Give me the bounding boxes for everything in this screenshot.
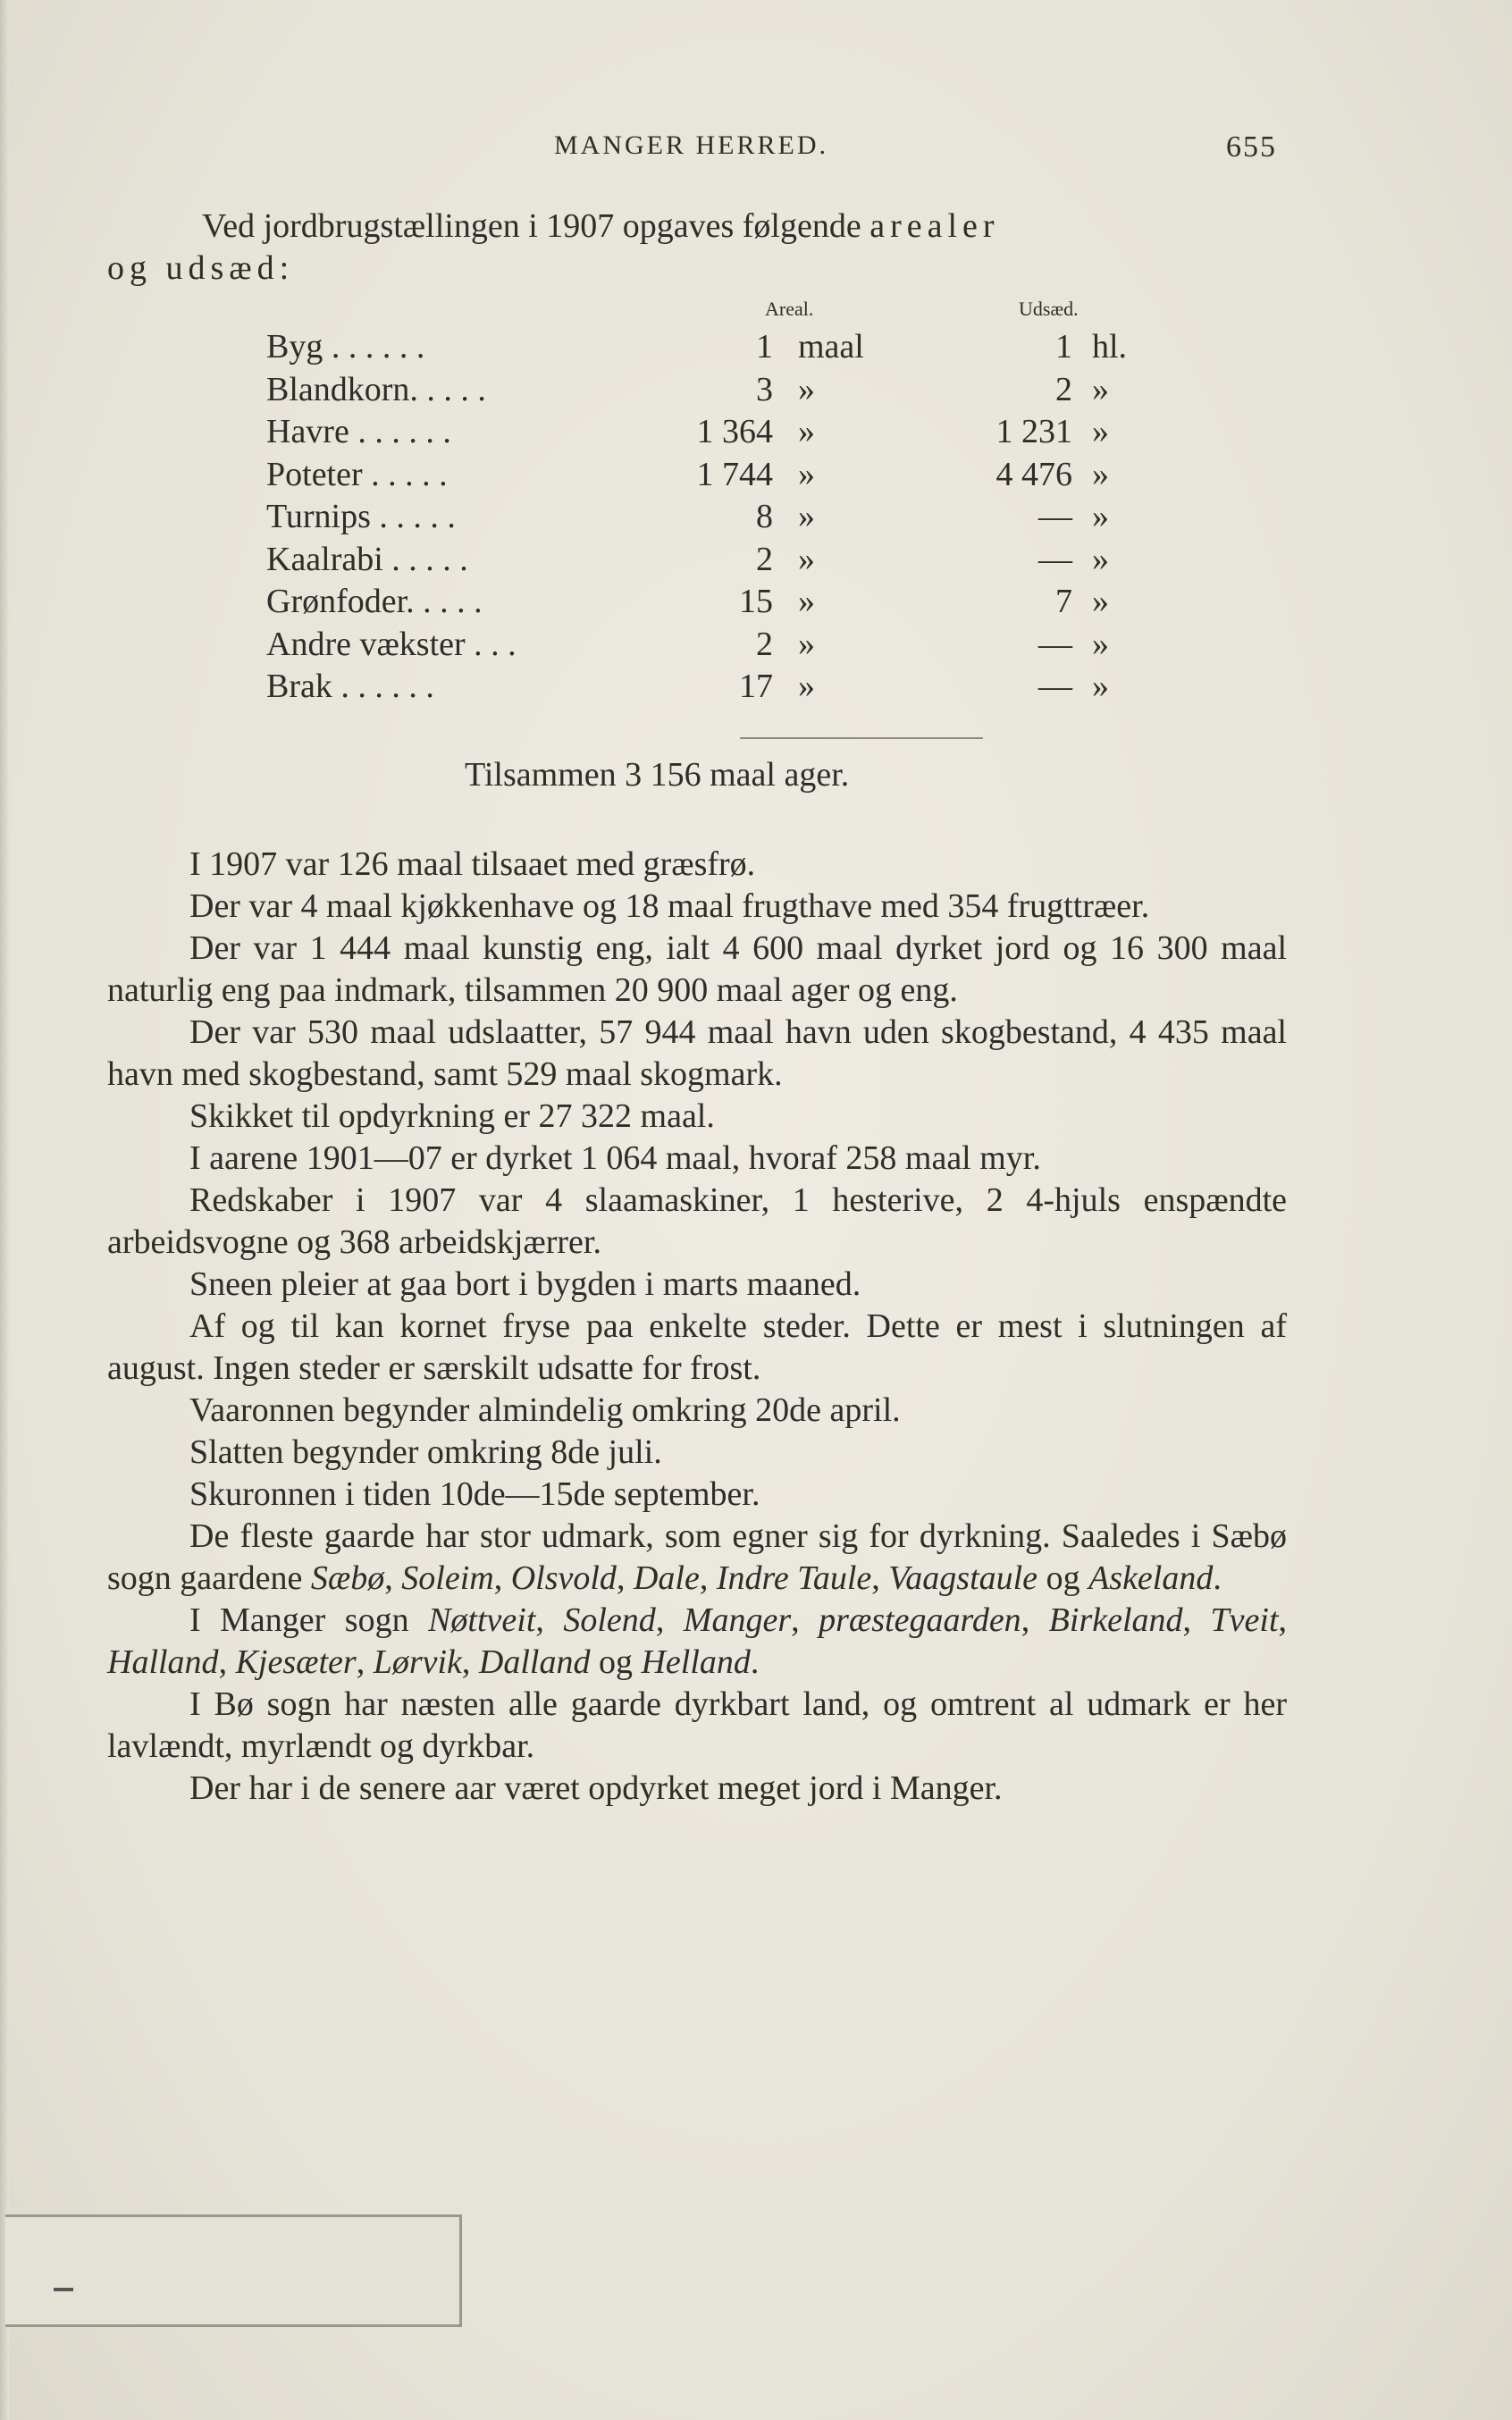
seed-value: 2 — [1055, 370, 1072, 408]
crop-name: Grønfoder. . . . . — [266, 583, 483, 620]
paragraph: Der var 530 maal udslaatter, 57 944 maal havn uden skogbestand, 4 435 maal havn med skogbestand, samt 529 maal skogmark. — [107, 1013, 1287, 1093]
area-unit: » — [798, 540, 815, 578]
area-unit: » — [798, 455, 815, 493]
farm-name: præstegaarden — [819, 1601, 1021, 1639]
page-number: 655 — [1226, 130, 1277, 164]
farm-name: Dale — [633, 1559, 700, 1597]
bookmark-tab — [5, 2214, 462, 2327]
table-row — [0, 667, 1512, 708]
area-value: 1 — [756, 328, 773, 366]
paragraph-list — [107, 844, 1287, 1516]
farm-name: Birkeland — [1048, 1601, 1183, 1639]
table-row — [0, 370, 1512, 411]
col-area-header: Areal. — [765, 298, 814, 320]
area-unit: » — [798, 498, 815, 535]
crop-name: Byg . . . . . . — [266, 328, 425, 366]
crop-name: Turnips . . . . . — [266, 498, 456, 535]
intro-line-2: og udsæd: — [107, 249, 290, 287]
seed-value: — — [1038, 540, 1072, 578]
paragraph: Der var 1 444 maal kunstig eng, ialt 4 600 maal dyrket jord og 16 300 maal naturlig eng paa indmark, tilsammen 20 900 maal ager og eng. — [107, 929, 1287, 1009]
seed-value: — — [1038, 498, 1072, 535]
area-value: 1 364 — [696, 413, 773, 450]
col-seed-header: Udsæd. — [1019, 298, 1079, 320]
body-text — [107, 844, 1287, 1810]
paragraph: Slatten begynder omkring 8de juli. — [189, 1433, 662, 1471]
intro-paragraph — [107, 206, 1287, 290]
area-unit: » — [798, 668, 815, 705]
area-unit: » — [798, 625, 815, 663]
header-title: MANGER HERRED. — [554, 130, 829, 160]
farm-name: Manger — [683, 1601, 792, 1639]
farm-name: Solend — [563, 1601, 656, 1639]
table-row — [0, 497, 1512, 538]
seed-unit: » — [1092, 668, 1109, 705]
farm-name: Tveit — [1210, 1601, 1279, 1639]
farm-name: Kjesæter — [235, 1643, 357, 1681]
intro-line-1: Ved jordbrugstællingen i 1907 opgaves følgende arealer — [202, 207, 1000, 245]
paragraph: Skuronnen i tiden 10de—15de september. — [189, 1475, 760, 1513]
farm-name: Nøttveit — [428, 1601, 536, 1639]
area-unit: » — [798, 370, 815, 408]
seed-unit: » — [1092, 498, 1109, 535]
paragraph: Der var 4 maal kjøkkenhave og 18 maal frugthave med 354 frugttræer. — [189, 887, 1150, 925]
seed-value: 4 476 — [995, 455, 1072, 493]
paragraph: Vaaronnen begynder almindelig omkring 20de april. — [189, 1391, 901, 1429]
paragraph: I aarene 1901—07 er dyrket 1 064 maal, hvoraf 258 maal myr. — [189, 1139, 1041, 1177]
paragraph: I Bø sogn har næsten alle gaarde dyrkbart land, og omtrent al udmark er her lavlændt, myrlændt og dyrkbar. — [107, 1685, 1287, 1765]
paragraph: Der har i de senere aar været opdyrket meget jord i Manger. — [189, 1769, 1003, 1807]
sum-rule — [740, 737, 983, 739]
table-row — [0, 540, 1512, 581]
paragraph: Sneen pleier at gaa bort i bygden i marts maaned. — [189, 1265, 861, 1303]
farm-name: Vaagstaule — [888, 1559, 1038, 1597]
seed-unit: » — [1092, 413, 1109, 450]
paragraph-sabo: De fleste gaarde har stor udmark, som egner sig for dyrkning. Saaledes i Sæbø sogn gaardene Sæbø, Soleim, Olsvold, Dale, Indre Taule, Vaagstaule og Askeland. — [107, 1517, 1287, 1597]
seed-value: 1 231 — [995, 413, 1072, 450]
farm-name: Dalland — [478, 1643, 591, 1681]
crop-name: Havre . . . . . . — [266, 413, 451, 450]
table-row — [0, 625, 1512, 666]
farm-name: Lørvik — [373, 1643, 462, 1681]
area-value: 17 — [739, 668, 773, 705]
area-value: 3 — [756, 370, 773, 408]
paragraph-manger: I Manger sogn Nøttveit, Solend, Manger, præstegaarden, Birkeland, Tveit, Halland, Kjesæter, Lørvik, Dalland og Helland. — [107, 1601, 1287, 1681]
paragraph: Redskaber i 1907 var 4 slaamaskiner, 1 hesterive, 2 4-hjuls enspændte arbeidsvogne og 368 arbeidskjærrer. — [107, 1181, 1287, 1261]
table-row — [0, 582, 1512, 623]
area-value: 2 — [756, 625, 773, 663]
farm-name: Sæbø — [310, 1559, 385, 1597]
area-unit: maal — [798, 328, 864, 366]
paragraph: Skikket til opdyrkning er 27 322 maal. — [189, 1097, 715, 1135]
paragraph: I 1907 var 126 maal tilsaaet med græsfrø. — [189, 845, 756, 883]
tab-mark — [54, 2288, 73, 2291]
closing-paragraphs — [107, 1684, 1287, 1810]
crop-name: Blandkorn. . . . . — [266, 370, 486, 408]
crop-name: Poteter . . . . . — [266, 455, 448, 493]
table-header — [0, 298, 1512, 324]
area-unit: » — [798, 583, 815, 620]
crop-name: Brak . . . . . . — [266, 668, 434, 705]
area-value: 1 744 — [696, 455, 773, 493]
seed-value: 1 — [1055, 328, 1072, 366]
seed-unit: hl. — [1092, 328, 1128, 366]
crop-name: Andre vækster . . . — [266, 625, 517, 663]
seed-value: 7 — [1055, 583, 1072, 620]
farm-name: Halland — [107, 1643, 219, 1681]
table-row — [0, 327, 1512, 368]
seed-unit: » — [1092, 370, 1109, 408]
farm-list: Nøttveit, Solend, Manger, præstegaarden, Birkeland, Tveit, Halland, Kjesæter, Lørvik, Dalland — [107, 1601, 1287, 1681]
seed-unit: » — [1092, 455, 1109, 493]
seed-value: — — [1038, 625, 1072, 663]
table-total: Tilsammen 3 156 maal ager. — [465, 756, 850, 794]
area-value: 15 — [739, 583, 773, 620]
paragraph: Af og til kan kornet fryse paa enkelte steder. Dette er mest i slutningen af august. Ingen steder er særskilt udsatte for frost. — [107, 1307, 1287, 1387]
farm-name: Indre Taule — [716, 1559, 872, 1597]
area-value: 2 — [756, 540, 773, 578]
farm-name: Olsvold — [510, 1559, 617, 1597]
area-unit: » — [798, 413, 815, 450]
seed-unit: » — [1092, 583, 1109, 620]
running-header — [0, 130, 1512, 166]
farm-list: Sæbø, Soleim, Olsvold, Dale, Indre Taule, Vaagstaule — [310, 1559, 1038, 1597]
crop-name: Kaalrabi . . . . . — [266, 540, 468, 578]
seed-unit: » — [1092, 625, 1109, 663]
farm-name: Soleim — [401, 1559, 494, 1597]
seed-value: — — [1038, 668, 1072, 705]
table-row — [0, 412, 1512, 453]
seed-unit: » — [1092, 540, 1109, 578]
table-row — [0, 455, 1512, 496]
area-value: 8 — [756, 498, 773, 535]
